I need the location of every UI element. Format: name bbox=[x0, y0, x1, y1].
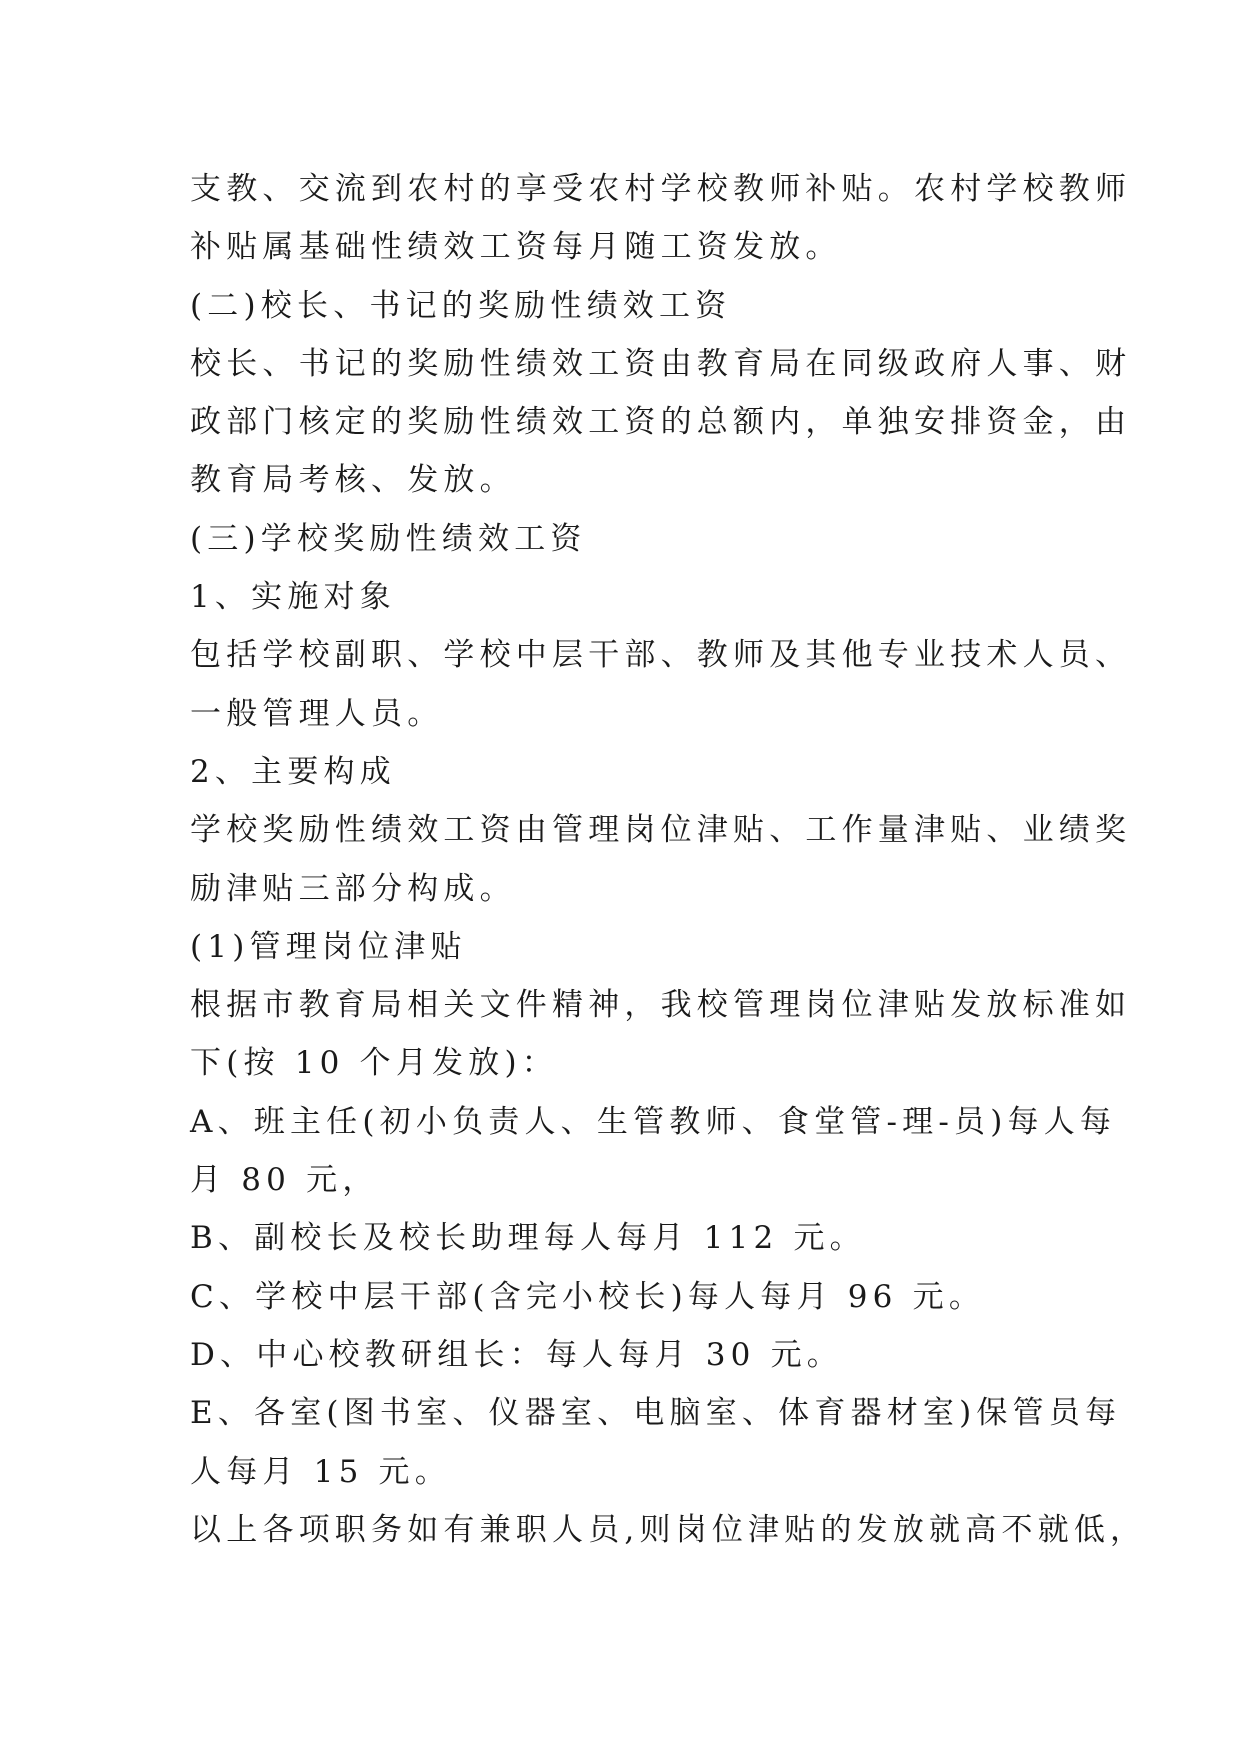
list-item: B、副校长及校长助理每人每月 112 元。 bbox=[190, 1220, 866, 1257]
text-line: 包括学校副职、学校中层干部、教师及其他专业技术人员、 bbox=[190, 637, 1132, 674]
list-item: D、中心校教研组长：每人每月 30 元。 bbox=[190, 1336, 844, 1373]
list-item-continuation: 人每月 15 元。 bbox=[190, 1453, 451, 1490]
text-line: 以上各项职务如有兼职人员,则岗位津贴的发放就高不就低， bbox=[190, 1511, 1147, 1548]
list-item-continuation: 月 80 元， bbox=[190, 1162, 379, 1199]
list-item: A、班主任(初小负责人、生管教师、食堂管-理-员)每人每 bbox=[190, 1103, 1117, 1140]
text-line: 校长、书记的奖励性绩效工资由教育局在同级政府人事、财 bbox=[190, 345, 1132, 382]
document-body bbox=[190, 160, 1147, 1559]
list-item: E、各室(图书室、仪器室、电脑室、体育器材室)保管员每 bbox=[190, 1395, 1122, 1432]
text-line: 支教、交流到农村的享受农村学校教师补贴。农村学校教师 bbox=[190, 171, 1132, 207]
text-line: 下(按 10 个月发放)： bbox=[190, 1045, 558, 1082]
subsection-heading: 1、实施对象 bbox=[190, 579, 396, 616]
text-line: 励津贴三部分构成。 bbox=[190, 870, 516, 907]
text-line: 学校奖励性绩效工资由管理岗位津贴、工作量津贴、业绩奖 bbox=[190, 812, 1132, 849]
text-line: 根据市教育局相关文件精神，我校管理岗位津贴发放标准如 bbox=[190, 987, 1132, 1024]
list-item: C、学校中层干部(含完小校长)每人每月 96 元。 bbox=[190, 1278, 986, 1315]
section-heading: (二)校长、书记的奖励性绩效工资 bbox=[190, 287, 732, 324]
section-heading: (三)学校奖励性绩效工资 bbox=[190, 520, 587, 557]
text-line: 教育局考核、发放。 bbox=[190, 462, 516, 499]
text-line: 一般管理人员。 bbox=[190, 695, 444, 732]
text-line: 政部门核定的奖励性绩效工资的总额内，单独安排资金，由 bbox=[190, 404, 1132, 441]
subsection-heading: 2、主要构成 bbox=[190, 753, 396, 790]
text-line: 补贴属基础性绩效工资每月随工资发放。 bbox=[190, 229, 842, 266]
item-heading: (1)管理岗位津贴 bbox=[190, 928, 467, 965]
